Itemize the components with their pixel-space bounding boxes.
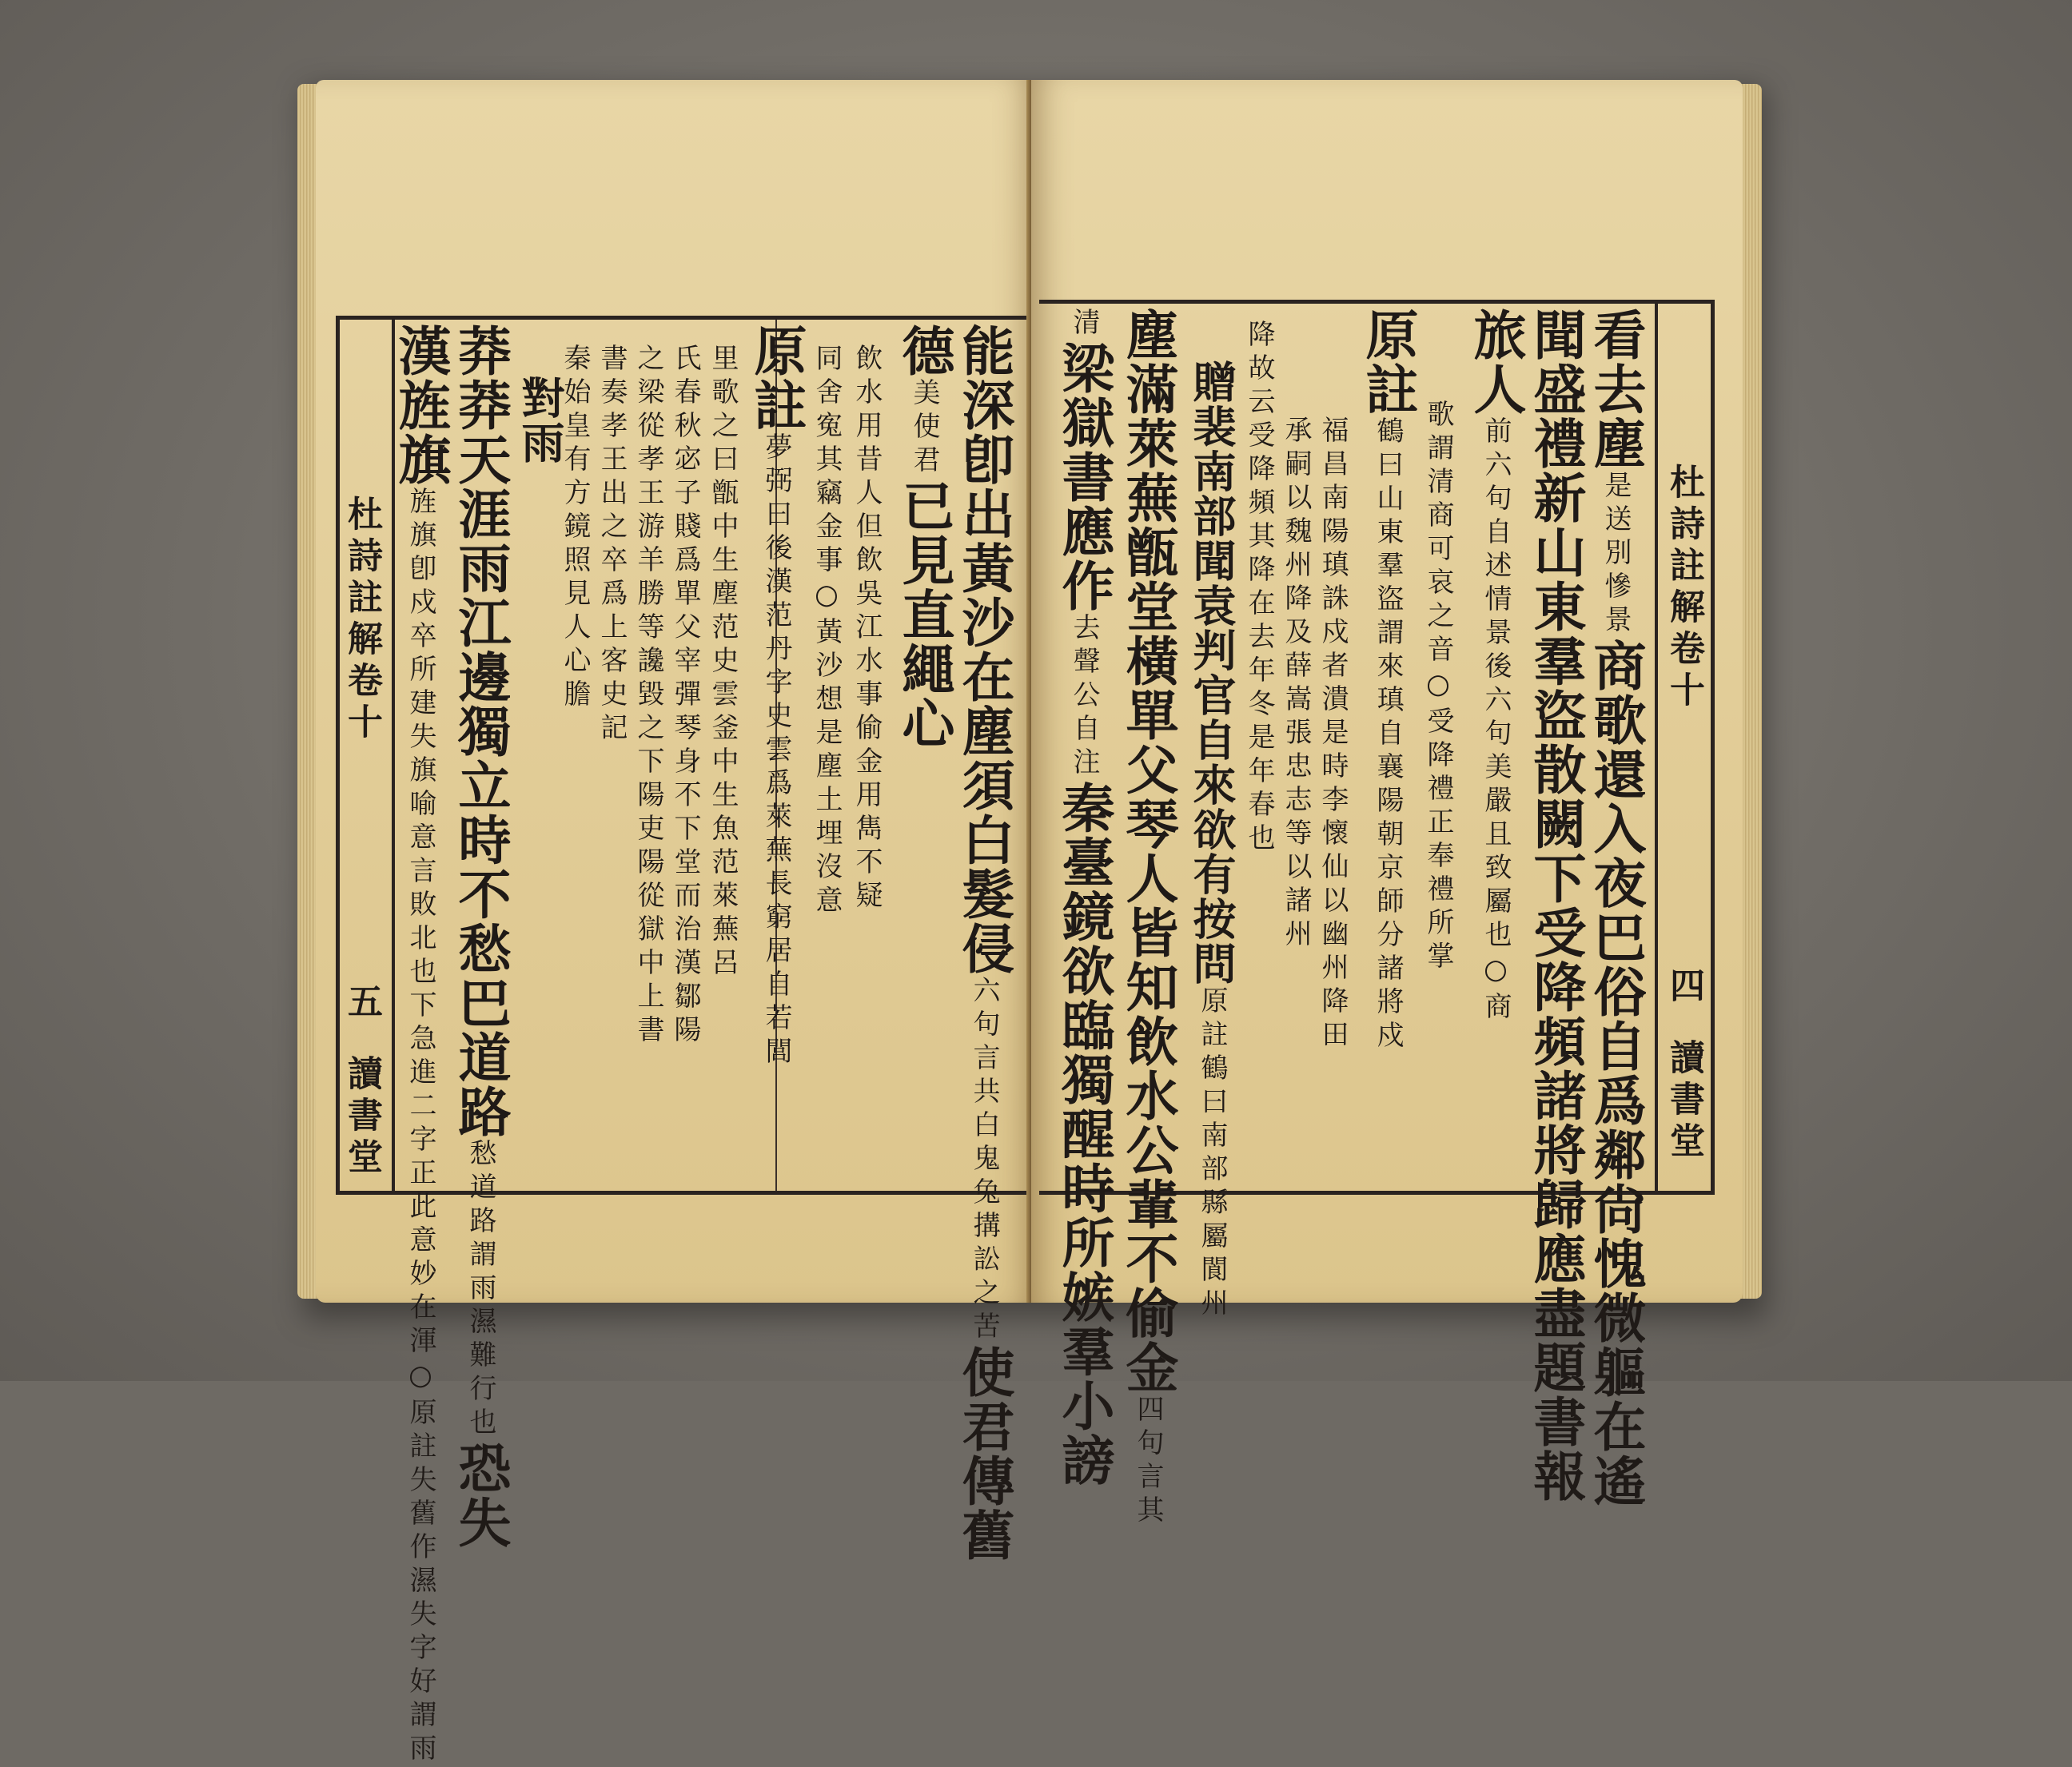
left-margin-page-number: 五 [341,983,382,1025]
commentary-column: 氏春秋宓子賤爲單父宰彈琴身不下堂而治漢鄒陽 [669,344,701,1049]
commentary-column: 秦始皇有方鏡照見人心膽 [559,344,591,713]
text-column: 看去塵是送別慘景商歌還入夜巴俗自爲鄰尙愧微軀在遙 [1584,308,1647,1508]
right-margin-hall: 讀書堂 [1664,1039,1704,1164]
commentary-column: 降故云受降頻其降在去年冬是年春也 [1243,320,1275,857]
text-column: 塵滿萊蕪甑堂橫單父琴人皆知飲水公輩不偷金四句言其 [1117,308,1179,1529]
text-column: 漢旌旗旌旗卽戍卒所建失旗喻意言敗北也下急進二字正此意妙在渾○原註失舊作濕失字好謂雨 [389,324,452,1767]
text-column: 德美使君已見直繩心 [893,324,955,750]
text-column: 旅人前六句自述情景後六句美嚴且致屬也○商 [1464,308,1527,1025]
left-margin-title: 杜詩註解卷十 [341,495,382,745]
commentary-column: 里歌之曰甑中生塵范史雲釜中生魚范萊蕪呂 [707,344,739,981]
poem-title: 對雨 [515,376,566,465]
commentary-column: 福昌南陽瑱誅戍者潰是時李懷仙以幽州降田 [1317,416,1349,1053]
poem-title: 贈裴南部聞袁判官自來欲有按問原註鶴曰南部縣屬閬州 [1186,360,1237,1322]
commentary-column: 承嗣以魏州降及薛嵩張忠志等以諸州 [1280,416,1312,953]
text-column: 聞盛禮新山東羣盜散闕下受降頻諸將歸應盡題書報 [1524,308,1587,1503]
text-column: 原註鶴曰山東羣盜謂來瑱自襄陽朝京師分諸將戍 [1357,308,1419,1054]
right-margin-page-number: 四 [1664,967,1704,1009]
commentary-column: 同舍寃其竊金事○黃沙想是塵土埋沒意 [811,344,843,919]
right-page-edges [1739,84,1762,1299]
text-column: 莽莽天涯雨江邊獨立時不愁巴道路愁道路謂雨濕難行也恐失 [449,324,512,1550]
text-column: 能深卽出黃沙在塵須白髮侵六句言共白鬼兔搆訟之苦使君傳舊 [953,324,1015,1562]
text-column: 原註夢弼曰後漢范丹字史雲爲萊蕪長窮居自若閭 [745,324,807,1070]
text-column: 清梁獄書應作去聲公自注秦臺鏡欲臨獨醒時所嫉羣小謗 [1053,308,1115,1487]
right-margin-title: 杜詩註解卷十 [1664,464,1704,713]
commentary-column: 之梁從孝王游羊勝等讒毀之下陽吏陽從獄中上書 [632,344,664,1049]
commentary-column: 飲水用昔人但飲吳江水事偷金用雋不疑 [851,344,883,914]
commentary-column: 歌謂清商可哀之音○受降禮正奉禮所掌 [1422,400,1454,975]
left-margin-hall: 讀書堂 [341,1055,382,1180]
commentary-column: 書奏孝王出之卒爲上客史記 [596,344,628,746]
